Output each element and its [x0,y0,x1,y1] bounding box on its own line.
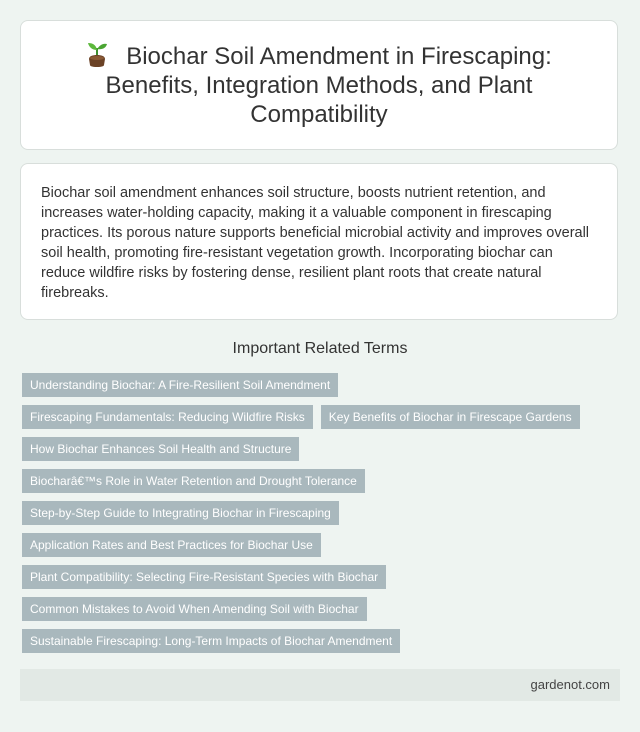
related-term-tag[interactable]: Key Benefits of Biochar in Firescape Gardens [321,405,580,429]
summary-card [20,163,618,320]
footer [20,669,620,701]
related-term-tag[interactable]: Sustainable Firescaping: Long-Term Impacts of Biochar Amendment [22,629,400,653]
related-terms-list [22,373,622,653]
related-term-tag[interactable]: Application Rates and Best Practices for Biochar Use [22,533,321,557]
page-title [51,41,587,129]
page-title-text: Biochar Soil Amendment in Firescaping: Benefits, Integration Methods, and Plant Compatibility [105,43,552,128]
title-card [20,20,618,150]
related-term-tag[interactable]: Step-by-Step Guide to Integrating Biochar in Firescaping [22,501,339,525]
seedling-icon [86,41,108,67]
footer-site-link[interactable]: gardenot.com [530,677,610,692]
related-term-tag[interactable]: Common Mistakes to Avoid When Amending Soil with Biochar [22,597,367,621]
related-term-tag[interactable]: Plant Compatibility: Selecting Fire-Resistant Species with Biochar [22,565,386,589]
related-term-tag[interactable]: Biocharâ€™s Role in Water Retention and Drought Tolerance [22,469,365,493]
related-term-tag[interactable]: Firescaping Fundamentals: Reducing Wildfire Risks [22,405,313,429]
related-term-tag[interactable]: Understanding Biochar: A Fire-Resilient Soil Amendment [22,373,338,397]
summary-text: Biochar soil amendment enhances soil structure, boosts nutrient retention, and increases water-holding capacity, making it a valuable component in firescaping practices. Its porous nature supports beneficial microbial activity and improves overall soil health, promoting fire-resistant vegetation growth. Incorporating biochar can reduce wildfire risks by fostering dense, resilient plant roots that create natural firebreaks. [41,185,590,301]
related-terms-heading: Important Related Terms [232,340,408,357]
related-term-tag[interactable]: How Biochar Enhances Soil Health and Structure [22,437,299,461]
